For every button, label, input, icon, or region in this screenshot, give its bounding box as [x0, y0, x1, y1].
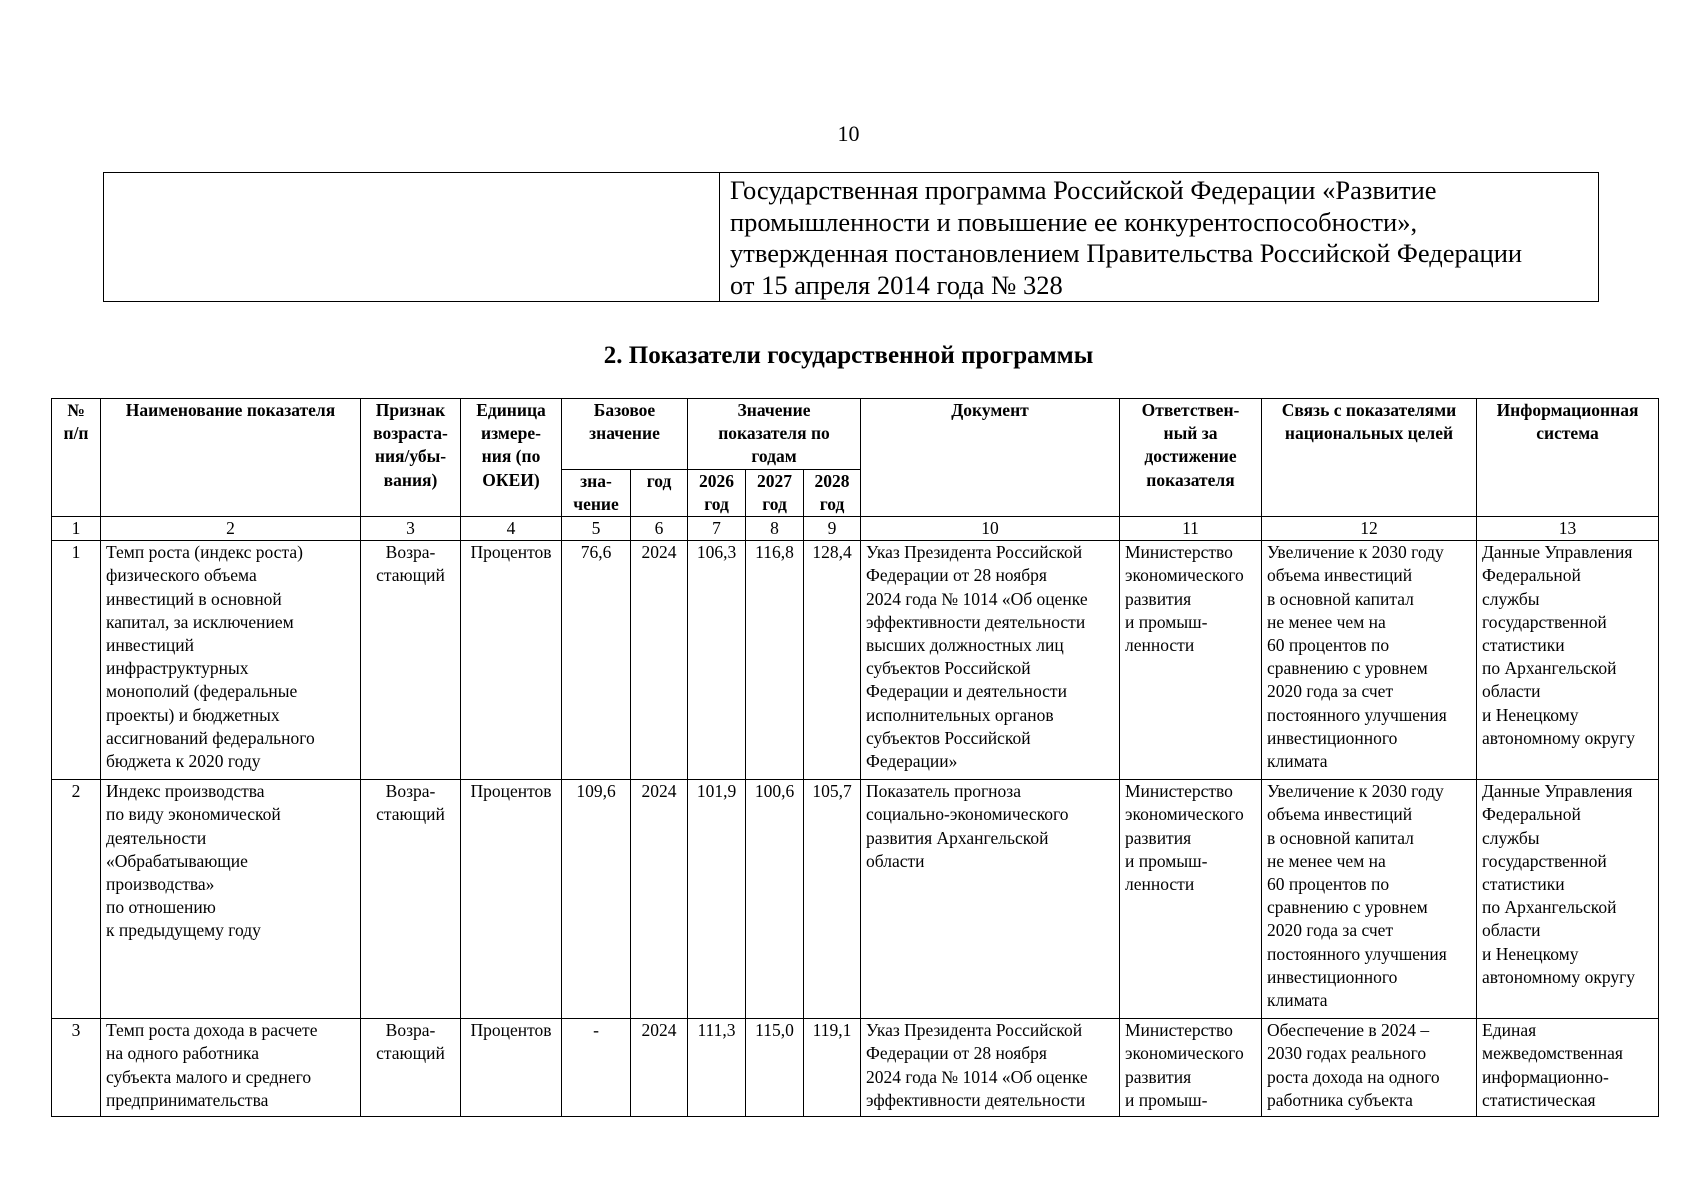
- row-value-2027: 115,0: [746, 1019, 804, 1117]
- header-link: Связь с показателями национальных целей: [1262, 399, 1477, 517]
- column-number: 2: [101, 517, 361, 541]
- table-row: [52, 541, 1659, 780]
- row-base-value: -: [562, 1019, 631, 1117]
- row-sign: Возра- стающий: [361, 780, 461, 1019]
- column-number: 12: [1262, 517, 1477, 541]
- row-num: 1: [52, 541, 101, 780]
- indicators-table: [51, 398, 1659, 1117]
- header-document: Документ: [861, 399, 1120, 517]
- row-value-2027: 100,6: [746, 780, 804, 1019]
- row-sign: Возра- стающий: [361, 541, 461, 780]
- row-value-2026: 101,9: [688, 780, 746, 1019]
- section-title: 2. Показатели государственной программы: [603, 342, 1094, 369]
- row-link: Увеличение к 2030 году объема инвестиций в основной капитал не менее чем на 60 процентов по сравнению с уровнем 2020 года за счет постоянного улучшения инвестиционного климата: [1262, 780, 1477, 1019]
- header-base: Базовое значение: [562, 399, 688, 470]
- row-link: Обеспечение в 2024 – 2030 годах реального роста дохода на одного работника субъекта: [1262, 1019, 1477, 1117]
- column-number: 13: [1477, 517, 1659, 541]
- row-value-2028: 105,7: [804, 780, 861, 1019]
- row-document: Показатель прогноза социально-экономического развития Архангельской области: [861, 780, 1120, 1019]
- row-system: Единая межведомственная информационно- статистическая: [1477, 1019, 1659, 1117]
- header-system: Информационная система: [1477, 399, 1659, 517]
- row-responsible: Министерство экономического развития и промыш- ленности: [1120, 780, 1262, 1019]
- row-name: Темп роста дохода в расчете на одного работника субъекта малого и среднего предпринимательства: [101, 1019, 361, 1117]
- page-number: 10: [837, 121, 860, 146]
- row-document: Указ Президента Российской Федерации от 28 ноября 2024 года № 1014 «Об оценке эффективности деятельности высших должностных лиц субъектов Российской Федерации и деятельности исполнительных органов субъектов Российской Федерации»: [861, 541, 1120, 780]
- header-2028: 2028 год: [804, 469, 861, 516]
- header-name: Наименование показателя: [101, 399, 361, 517]
- column-number: 4: [461, 517, 562, 541]
- header-values: Значение показателя по годам: [688, 399, 861, 470]
- row-base-year: 2024: [631, 541, 688, 780]
- column-number: 1: [52, 517, 101, 541]
- header-2027: 2027 год: [746, 469, 804, 516]
- column-numbers-row: [52, 517, 1659, 541]
- row-value-2026: 111,3: [688, 1019, 746, 1117]
- row-system: Данные Управления Федеральной службы государственной статистики по Архангельской области и Ненецкому автономному округу: [1477, 541, 1659, 780]
- row-responsible: Министерство экономического развития и промыш- ленности: [1120, 541, 1262, 780]
- table-header-row: [52, 399, 1659, 470]
- row-value-2028: 119,1: [804, 1019, 861, 1117]
- row-unit: Процентов: [461, 541, 562, 780]
- column-number: 10: [861, 517, 1120, 541]
- row-name: Темп роста (индекс роста) физического объема инвестиций в основной капитал, за исключением инвестиций инфраструктурных монополий (федеральные проекты) и бюджетных ассигнований федерального бюджета к 2020 году: [101, 541, 361, 780]
- row-value-2026: 106,3: [688, 541, 746, 780]
- program-reference-text: Государственная программа Российской Федерации «Развитие промышленности и повышение ее конкурентоспособности», утвержденная постановлением Правительства Российской Федерации от 15 апреля 2014 года № 328: [730, 175, 1523, 300]
- header-unit: Единица измере- ния (по ОКЕИ): [461, 399, 562, 517]
- row-name: Индекс производства по виду экономической деятельности «Обрабатывающие производства» по отношению к предыдущему году: [101, 780, 361, 1019]
- row-system: Данные Управления Федеральной службы государственной статистики по Архангельской области и Ненецкому автономному округу: [1477, 780, 1659, 1019]
- program-reference-box: [103, 172, 1599, 302]
- table-row: [52, 780, 1659, 1019]
- row-base-value: 76,6: [562, 541, 631, 780]
- row-document: Указ Президента Российской Федерации от 28 ноября 2024 года № 1014 «Об оценке эффективности деятельности: [861, 1019, 1120, 1117]
- row-value-2028: 128,4: [804, 541, 861, 780]
- row-num: 3: [52, 1019, 101, 1117]
- header-base-year: год: [631, 469, 688, 516]
- header-base-value: зна- чение: [562, 469, 631, 516]
- header-responsible: Ответствен- ный за достижение показателя: [1120, 399, 1262, 517]
- row-sign: Возра- стающий: [361, 1019, 461, 1117]
- column-number: 8: [746, 517, 804, 541]
- row-responsible: Министерство экономического развития и промыш-: [1120, 1019, 1262, 1117]
- row-unit: Процентов: [461, 1019, 562, 1117]
- header-sign: Признак возраста- ния/убы- вания): [361, 399, 461, 517]
- column-number: 6: [631, 517, 688, 541]
- column-number: 11: [1120, 517, 1262, 541]
- column-number: 9: [804, 517, 861, 541]
- row-unit: Процентов: [461, 780, 562, 1019]
- row-value-2027: 116,8: [746, 541, 804, 780]
- row-base-year: 2024: [631, 1019, 688, 1117]
- table-row: [52, 1019, 1659, 1117]
- header-num: № п/п: [52, 399, 101, 517]
- row-link: Увеличение к 2030 году объема инвестиций в основной капитал не менее чем на 60 процентов по сравнению с уровнем 2020 года за счет постоянного улучшения инвестиционного климата: [1262, 541, 1477, 780]
- column-number: 7: [688, 517, 746, 541]
- column-number: 5: [562, 517, 631, 541]
- row-num: 2: [52, 780, 101, 1019]
- column-number: 3: [361, 517, 461, 541]
- row-base-value: 109,6: [562, 780, 631, 1019]
- program-box-empty-cell: [104, 173, 720, 301]
- row-base-year: 2024: [631, 780, 688, 1019]
- header-2026: 2026 год: [688, 469, 746, 516]
